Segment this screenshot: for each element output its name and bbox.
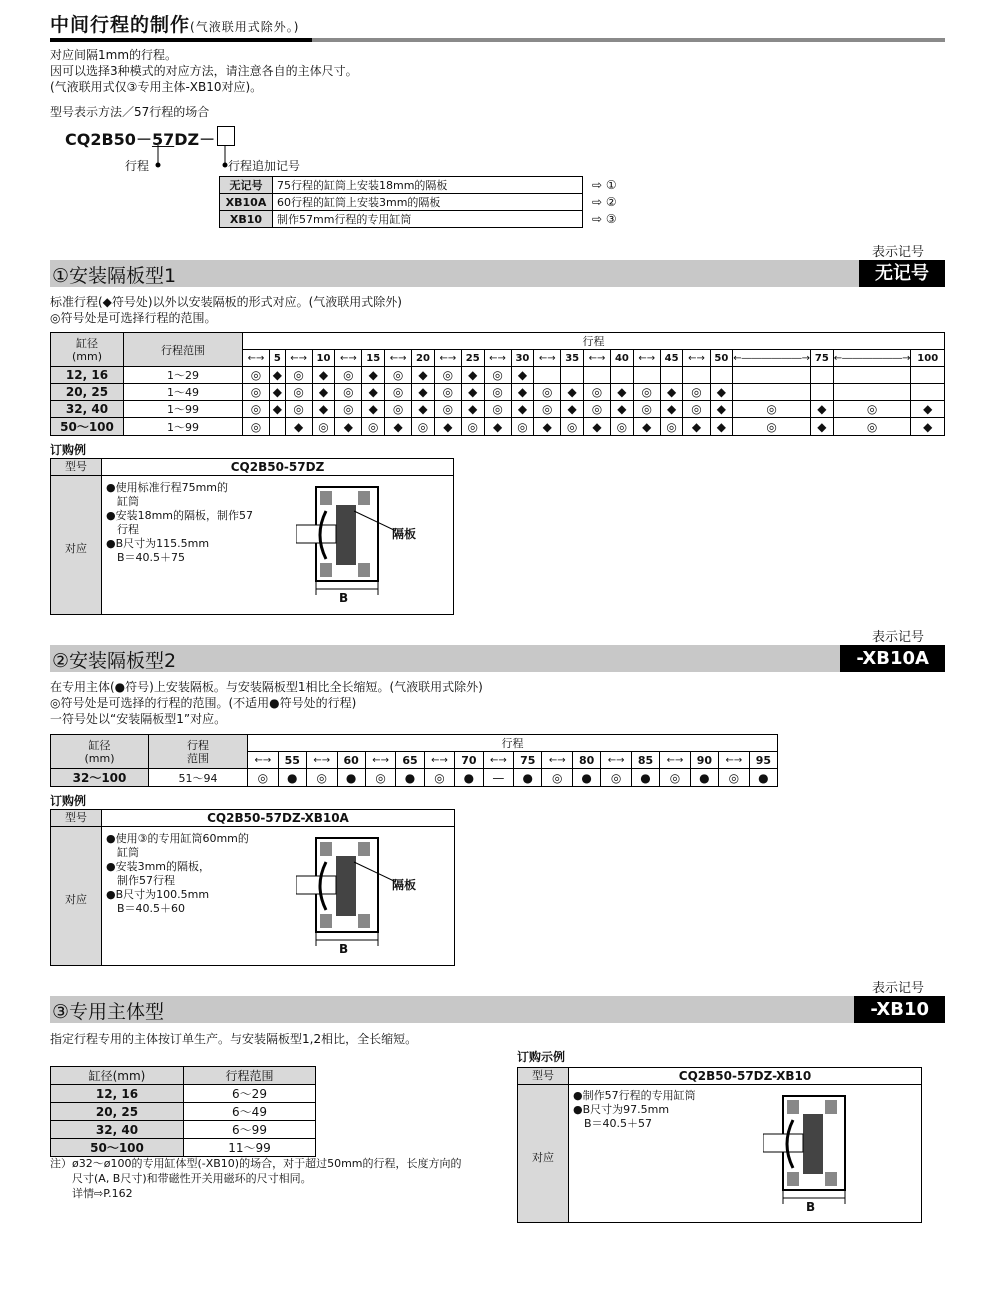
sec2-tick: 80 <box>573 752 601 769</box>
sec2-tick: 65 <box>396 752 424 769</box>
sec1-symbol-cell: ◆ <box>511 384 534 401</box>
sec1-badge-caption: 表示记号 <box>871 245 924 260</box>
sec1-symbol-cell <box>733 367 811 384</box>
stroke-label: 行程 <box>125 159 150 173</box>
sec1-tick: 20 <box>412 350 435 367</box>
sec1-table-row <box>51 401 945 418</box>
sec1-symbol-cell: ◆ <box>710 384 733 401</box>
sec2-symbol-cell: ◎ <box>660 769 691 787</box>
sec1-symbol-cell: ◎ <box>461 418 484 436</box>
sec2-stroke-table <box>50 734 778 787</box>
sec2-order-box: 型号 CQ2B50-57DZ-XB10A 对应 ●使用③的专用缸筒60mm的 缸筒 ●安装3mm的隔板， 制作57行程 ●B尺寸为100.5mm B＝40.5＋60 隔板 B <box>50 809 455 966</box>
sec1-symbol-cell: ◆ <box>584 418 611 436</box>
sec1-symbol-cell: ◎ <box>243 418 270 436</box>
sec1-symbol-cell: ◆ <box>362 384 385 401</box>
sec1-symbol-cell <box>584 367 611 384</box>
sec1-symbol-cell: ◎ <box>534 401 561 418</box>
sec1-symbol-cell: ◆ <box>270 367 286 384</box>
sec1-symbol-cell: ◎ <box>285 401 312 418</box>
sec1-table-row <box>51 384 945 401</box>
sec1-col-range: 行程范围 <box>124 333 243 367</box>
sec2-cylinder-drawing <box>296 832 446 960</box>
sec3-desc: 指定行程专用的主体按订单生产。与安装隔板型1,2相比，全长缩短。 <box>50 1032 418 1046</box>
sec1-arrow-cell: ←→ <box>683 350 710 367</box>
sec2-symbol-cell: ◎ <box>601 769 632 787</box>
sec1-symbol-cell: ◎ <box>362 418 385 436</box>
sec2-symbol-cell: ◎ <box>306 769 337 787</box>
sec2-symbol-cell: ● <box>278 769 306 787</box>
sec3-band <box>50 996 945 1023</box>
sec2-symbol-cell: ● <box>514 769 542 787</box>
ref-2: ⇨ ② <box>592 195 617 209</box>
sec1-symbol-cell: ◆ <box>461 384 484 401</box>
sec1-arrow-cell: ←→ <box>385 350 412 367</box>
sec1-tick: 25 <box>461 350 484 367</box>
sec3-note: 注）ø32～ø100的专用缸体型(-XB10)的场合，对于超过50mm的行程，长度方向的 尺寸(A, B尺寸)和带磁性开关用磁环的尺寸相同。 详情⇨P.162 <box>50 1157 462 1200</box>
sec1-symbol-cell: ◆ <box>911 401 945 418</box>
sec1-symbol-cell: ◆ <box>434 418 461 436</box>
sec1-symbol-cell: ◎ <box>412 418 435 436</box>
sec2-range: 51～94 <box>149 769 248 787</box>
sec1-symbol-cell: ◎ <box>484 384 511 401</box>
sec1-symbol-cell: ◆ <box>285 418 312 436</box>
sec1-symbol-cell <box>611 367 634 384</box>
sec1-range: 1～49 <box>124 384 243 401</box>
sec1-tick: 40 <box>611 350 634 367</box>
sec1-symbol-cell: ◆ <box>412 401 435 418</box>
sec1-symbol-cell: ◎ <box>611 418 634 436</box>
sec2-arrow-cell: ←→ <box>365 752 396 769</box>
sec2-symbol-cell: ● <box>396 769 424 787</box>
sec1-symbol-cell: ◆ <box>362 367 385 384</box>
sec1-symbol-cell: ◎ <box>285 367 312 384</box>
sec2-tick: 55 <box>278 752 306 769</box>
sec1-symbol-cell: ◆ <box>484 418 511 436</box>
sec1-symbol-cell: ◎ <box>434 401 461 418</box>
sec1-symbol-cell <box>833 367 911 384</box>
sec1-symbol-cell: ◎ <box>534 384 561 401</box>
sec1-symbol-cell: ◎ <box>484 367 511 384</box>
sec1-range: 1～29 <box>124 367 243 384</box>
sec1-symbol-cell <box>683 367 710 384</box>
sec1-symbol-cell <box>270 418 286 436</box>
page-header <box>50 8 945 42</box>
sec2-tick: 90 <box>690 752 718 769</box>
sec1-symbol-cell: ◆ <box>911 418 945 436</box>
sec1-symbol-cell: ◎ <box>434 384 461 401</box>
sec2-symbol-cell: — <box>483 769 514 787</box>
sec1-symbol-cell: ◆ <box>312 367 335 384</box>
sec1-arrow-cell: ←→ <box>484 350 511 367</box>
sec1-arrow-cell: ←→ <box>285 350 312 367</box>
sec1-tick: 45 <box>660 350 683 367</box>
sec1-bore: 12, 16 <box>51 367 124 384</box>
sec1-cylinder-drawing <box>296 481 446 609</box>
sec1-symbol-cell: ◎ <box>633 384 660 401</box>
sec1-tick: 10 <box>312 350 335 367</box>
intro-text: 对应间隔1mm的行程。 因可以选择3种模式的对应方法，请注意各自的主体尺寸。 (气液联用式仅③专用主体-XB10对应)。 <box>50 48 358 94</box>
sec1-range: 1～99 <box>124 401 243 418</box>
sec1-symbol-cell: ◆ <box>511 401 534 418</box>
sec1-title: ①安装隔板型1 <box>52 265 177 287</box>
sec1-order-title: 订购例 <box>50 443 87 457</box>
sec1-symbol-cell <box>810 367 833 384</box>
sec1-symbol-cell: ◆ <box>412 384 435 401</box>
sec1-arrow-cell: ←→ <box>584 350 611 367</box>
ref-1: ⇨ ① <box>592 178 617 192</box>
sec1-symbol-cell: ◎ <box>484 401 511 418</box>
sec2-order-notes: ●使用③的专用缸筒60mm的 缸筒 ●安装3mm的隔板， 制作57行程 ●B尺寸为100.5mm B＝40.5＋60 <box>106 832 249 915</box>
sec2-symbol-cell: ● <box>455 769 483 787</box>
ref-3: ⇨ ③ <box>592 212 617 226</box>
sec1-symbol-cell: ◎ <box>733 418 811 436</box>
sec1-symbol-cell: ◎ <box>243 367 270 384</box>
sec1-symbol-cell: ◎ <box>385 401 412 418</box>
sec1-symbol-cell: ◎ <box>312 418 335 436</box>
sec1-tick: 75 <box>810 350 833 367</box>
model-leader-lines <box>150 145 240 175</box>
sec1-symbol-cell <box>633 367 660 384</box>
sec1-symbol-cell: ◆ <box>312 401 335 418</box>
sec1-symbol-cell: ◆ <box>461 367 484 384</box>
sec1-symbol-cell: ◆ <box>385 418 412 436</box>
sec1-arrow-cell: ←→ <box>434 350 461 367</box>
sec1-symbol-cell: ◎ <box>243 401 270 418</box>
sec1-range: 1～99 <box>124 418 243 436</box>
sec1-arrow-cell: ←→ <box>335 350 362 367</box>
sec1-symbol-cell: ◎ <box>584 401 611 418</box>
sec1-bore: 32, 40 <box>51 401 124 418</box>
sec2-dim-b: B <box>339 942 349 956</box>
sec2-tick: 75 <box>514 752 542 769</box>
sec1-tick: 15 <box>362 350 385 367</box>
sec2-arrow-cell: ←→ <box>424 752 455 769</box>
sec2-symbol-cell: ● <box>749 769 777 787</box>
sec1-symbol-cell: ◆ <box>611 401 634 418</box>
sec1-symbol-cell: ◆ <box>710 418 733 436</box>
sec1-stroke-table <box>50 332 945 436</box>
sec1-symbol-cell: ◎ <box>385 384 412 401</box>
sec2-arrow-cell: ←→ <box>483 752 514 769</box>
sec2-order-title: 订购例 <box>50 794 87 808</box>
sec1-symbol-cell: ◎ <box>243 384 270 401</box>
model-caption: 型号表示方法／57行程的场合 <box>50 105 210 119</box>
sec1-symbol-cell <box>534 367 561 384</box>
sec3-order-box: 型号 CQ2B50-57DZ-XB10 对应 ●制作57行程的专用缸筒 ●B尺寸为97.5mm B＝40.5＋57 B <box>517 1067 922 1223</box>
sec1-symbol-cell: ◎ <box>833 418 911 436</box>
sec1-arrow-cell: ←→ <box>243 350 270 367</box>
sec1-symbol-cell: ◎ <box>833 401 911 418</box>
suffix-box <box>217 126 235 146</box>
sec2-tick: 95 <box>749 752 777 769</box>
sec1-bore: 50～100 <box>51 418 124 436</box>
sec2-col-bore: 缸径 (mm) <box>51 735 149 769</box>
sec2-partition-label: 隔板 <box>392 878 417 892</box>
sec3-order-notes: ●制作57行程的专用缸筒 ●B尺寸为97.5mm B＝40.5＋57 <box>573 1089 696 1130</box>
page-title: 中间行程的制作(气液联用式除外。) <box>50 14 300 36</box>
sec1-symbol-cell <box>810 384 833 401</box>
sec1-symbol-cell <box>733 384 811 401</box>
sec2-badge-caption: 表示记号 <box>871 630 924 645</box>
sec2-band <box>50 645 945 672</box>
sec1-symbol-cell: ◆ <box>561 401 584 418</box>
sec2-table-row <box>51 769 778 787</box>
sec1-symbol-cell: ◆ <box>534 418 561 436</box>
sec1-col-bore: 缸径 (mm) <box>51 333 124 367</box>
sec1-arrow-cell: ←――――――→ <box>733 350 811 367</box>
sec1-symbol-cell: ◎ <box>584 384 611 401</box>
sec1-symbol-cell: ◎ <box>683 384 710 401</box>
sec1-order-box: 型号 CQ2B50-57DZ 对应 ●使用标准行程75mm的 缸筒 ●安装18mm的隔板，制作57 行程 ●B尺寸为115.5mm B＝40.5＋75 隔板 B <box>50 458 454 615</box>
sec2-bore: 32～100 <box>51 769 149 787</box>
sec2-symbol-cell: ◎ <box>248 769 279 787</box>
sec1-symbol-cell: ◎ <box>385 367 412 384</box>
sec3-cylinder-drawing <box>763 1090 913 1218</box>
sec3-range-table: 缸径(mm) 行程范围 12, 16 6～29 20, 25 6～49 32, 40 6～99 50～100 11～99 <box>50 1066 316 1157</box>
sec2-tick: 60 <box>337 752 365 769</box>
sec1-band <box>50 260 945 287</box>
sec3-badge: -XB10 <box>854 996 945 1023</box>
sec1-arrow-cell: ←→ <box>633 350 660 367</box>
sec1-symbol-cell: ◎ <box>733 401 811 418</box>
sec1-tick: 30 <box>511 350 534 367</box>
sec1-symbol-cell: ◎ <box>561 418 584 436</box>
sec1-tick: 35 <box>561 350 584 367</box>
sec1-dim-b: B <box>339 591 349 605</box>
sec1-symbol-cell: ◎ <box>511 418 534 436</box>
sec2-symbol-cell: ◎ <box>719 769 750 787</box>
sec2-symbol-cell: ● <box>631 769 659 787</box>
sec1-symbol-cell: ◆ <box>461 401 484 418</box>
model-code: CQ2B50－57DZ－ <box>65 130 216 149</box>
sec1-symbol-cell: ◎ <box>633 401 660 418</box>
sec1-symbol-cell: ◆ <box>660 384 683 401</box>
sec2-symbol-cell: ● <box>573 769 601 787</box>
sec2-desc: 在专用主体(●符号)上安装隔板。与安装隔板型1相比全长缩短。(气液联用式除外) ◎符号处是可选择的行程的范围。(不适用●符号处的行程) 一符号处以“安装隔板型1”对应。 <box>50 680 483 726</box>
sec1-table-row <box>51 367 945 384</box>
sec1-symbol-cell: ◆ <box>312 384 335 401</box>
sec1-symbol-cell: ◎ <box>335 384 362 401</box>
sec1-symbol-cell <box>660 367 683 384</box>
stroke-add-label: 行程追加记号 <box>228 159 301 173</box>
sec1-symbol-cell <box>911 384 945 401</box>
sec1-arrow-cell: ←――――――→ <box>833 350 911 367</box>
sec2-symbol-cell: ◎ <box>542 769 573 787</box>
sec1-badge: 无记号 <box>859 260 945 287</box>
sec2-col-range: 行程 范围 <box>149 735 248 769</box>
sec3-order-title: 订购示例 <box>517 1050 566 1064</box>
sec2-tick: 85 <box>631 752 659 769</box>
sec1-symbol-cell: ◆ <box>270 384 286 401</box>
sec1-partition-label: 隔板 <box>392 527 417 541</box>
sec1-symbol-cell: ◆ <box>412 367 435 384</box>
sec2-arrow-cell: ←→ <box>306 752 337 769</box>
sec2-arrow-cell: ←→ <box>660 752 691 769</box>
sec3-title: ③专用主体型 <box>52 1001 165 1023</box>
sec2-arrow-cell: ←→ <box>719 752 750 769</box>
sec1-symbol-cell: ◎ <box>285 384 312 401</box>
sec2-symbol-cell: ● <box>690 769 718 787</box>
sec2-symbol-cell: ◎ <box>424 769 455 787</box>
sec3-dim-b: B <box>806 1200 816 1214</box>
sec1-symbol-cell: ◎ <box>683 401 710 418</box>
sec1-tick: 100 <box>911 350 945 367</box>
sec1-arrow-cell: ←→ <box>534 350 561 367</box>
sec1-symbol-cell: ◎ <box>335 367 362 384</box>
sec1-symbol-cell: ◎ <box>335 401 362 418</box>
sec1-symbol-cell: ◆ <box>660 401 683 418</box>
sec1-desc: 标准行程(◆符号处)以外以安装隔板的形式对应。(气液联用式除外) ◎符号处是可选择行程的范围。 <box>50 295 402 325</box>
sec2-arrow-cell: ←→ <box>248 752 279 769</box>
sec2-tick: 70 <box>455 752 483 769</box>
sec1-table-row <box>51 418 945 436</box>
sec1-symbol-cell <box>911 367 945 384</box>
sec1-symbol-cell: ◆ <box>710 401 733 418</box>
sec2-arrow-cell: ←→ <box>542 752 573 769</box>
sec1-symbol-cell: ◆ <box>270 401 286 418</box>
sec1-symbol-cell: ◆ <box>633 418 660 436</box>
sec1-order-notes: ●使用标准行程75mm的 缸筒 ●安装18mm的隔板，制作57 行程 ●B尺寸为115.5mm B＝40.5＋75 <box>106 481 254 564</box>
sec3-badge-caption: 表示记号 <box>871 981 924 996</box>
sec1-symbol-cell: ◎ <box>660 418 683 436</box>
sec2-badge: -XB10A <box>840 645 945 672</box>
sec1-symbol-cell: ◆ <box>511 367 534 384</box>
suffix-table: 无记号 75行程的缸筒上安装18mm的隔板 XB10A 60行程的缸筒上安装3mm的隔板 XB10 制作57mm行程的专用缸筒 <box>219 176 583 228</box>
sec1-symbol-cell: ◎ <box>434 367 461 384</box>
sec1-symbol-cell <box>833 384 911 401</box>
sec1-col-stroke: 行程 <box>243 333 945 350</box>
sec1-symbol-cell <box>710 367 733 384</box>
sec1-tick: 5 <box>270 350 286 367</box>
sec1-symbol-cell: ◆ <box>810 418 833 436</box>
sec1-symbol-cell <box>561 367 584 384</box>
sec2-arrow-cell: ←→ <box>601 752 632 769</box>
sec2-title: ②安装隔板型2 <box>52 650 177 672</box>
sec1-symbol-cell: ◆ <box>362 401 385 418</box>
sec1-symbol-cell: ◆ <box>611 384 634 401</box>
sec1-tick: 50 <box>710 350 733 367</box>
sec1-symbol-cell: ◆ <box>810 401 833 418</box>
sec1-bore: 20, 25 <box>51 384 124 401</box>
sec2-col-stroke: 行程 <box>248 735 778 752</box>
sec1-symbol-cell: ◆ <box>561 384 584 401</box>
sec1-symbol-cell: ◆ <box>683 418 710 436</box>
sec2-symbol-cell: ● <box>337 769 365 787</box>
sec1-symbol-cell: ◆ <box>335 418 362 436</box>
sec2-symbol-cell: ◎ <box>365 769 396 787</box>
